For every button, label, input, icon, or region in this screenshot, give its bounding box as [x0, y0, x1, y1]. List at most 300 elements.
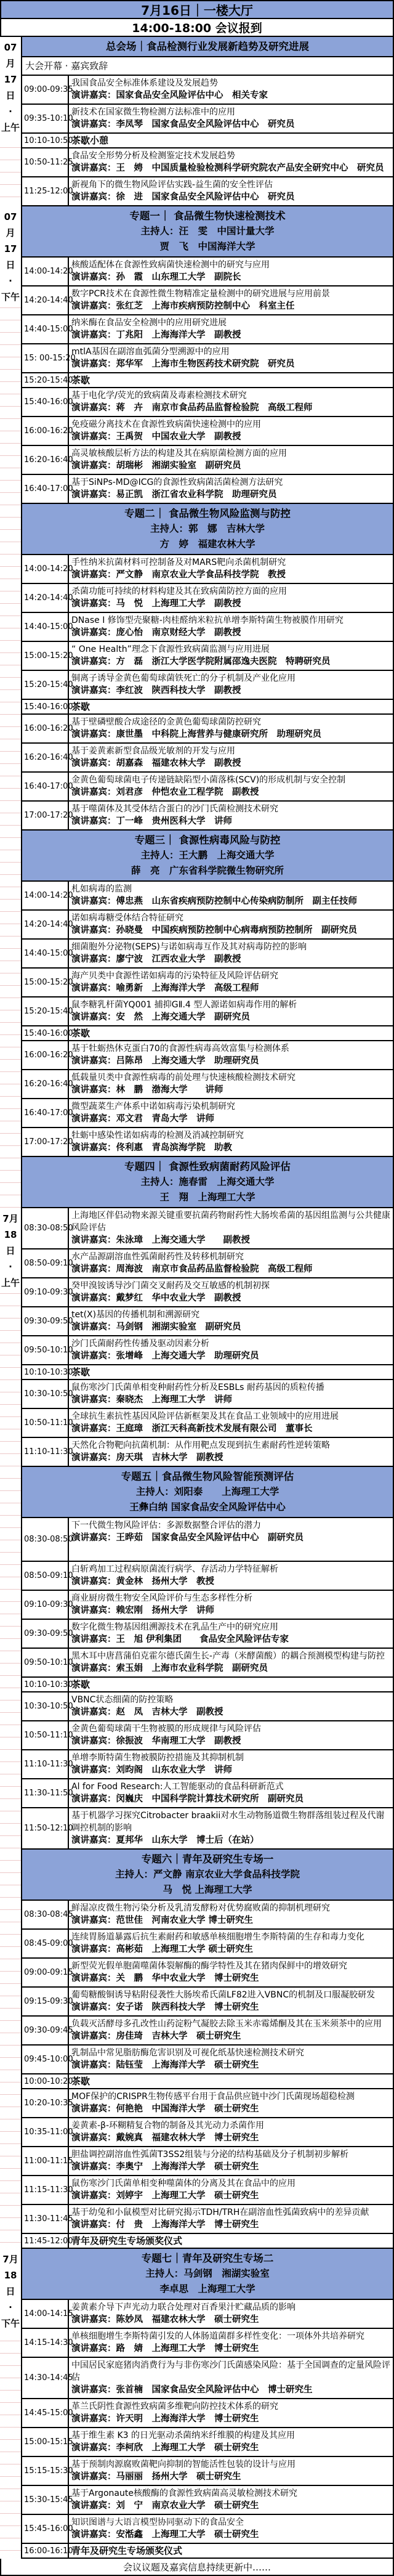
session-chair: 主持人：王大鹏 上海交通大学 [140, 850, 275, 861]
session-chair: 主持人：汪 雯 中国计量大学 [140, 226, 275, 237]
talk-title: 细菌胞外分泌物(SEPS)与诺如病毒互作及其对病毒防控的影响 [71, 942, 307, 952]
talk-row [22, 2399, 393, 2428]
talk-content [69, 286, 393, 314]
talk-row [22, 2457, 393, 2486]
talk-title: 癸甲溴铵诱导沙门菌交叉耐药及交互敏感的机制初探 [71, 1281, 270, 1291]
talk-content [69, 802, 393, 829]
talk-row [22, 1620, 393, 1649]
break-row [22, 700, 393, 715]
talk-row [22, 744, 393, 773]
talk-speaker: 演讲嘉宾：安子诺 陕西科技大学 博士研究生 [71, 2002, 259, 2012]
talk-content [69, 1380, 393, 1408]
talk-row [22, 475, 393, 504]
talk-title: 中国居民家庭猪肉消费行为与非伤寒沙门氏菌感染风险：基于全国调查的定量风险评估 [71, 2360, 390, 2383]
talk-speaker: 演讲嘉宾：郑华军 上海市生物医药技术研究院 研究员 [71, 359, 295, 369]
talk-content [69, 1721, 393, 1749]
time-cell: 15:40-16:00 [22, 700, 69, 713]
talk-title: 新技术在国家微生物检测方法标准中的应用 [71, 107, 235, 117]
talk-content [69, 1692, 393, 1720]
talk-content [69, 1779, 393, 1807]
talk-title: 核酸适配体在食源性致病菌快速检测中的研究与应用 [71, 260, 270, 270]
talk-title: 姜黄素-β-环糊精复合物的制备及其光动力杀菌作用 [71, 2121, 265, 2131]
talk-row [22, 2046, 393, 2074]
date-label-line: 下午 [1, 2318, 20, 2329]
talk-content [69, 1649, 393, 1676]
talk-title: 单核细胞增生李斯特菌引发的人体肠道菌群多样性变化：一项体外共培养研究 [71, 2331, 364, 2341]
time-cell: 15:00-15:15 [22, 2428, 69, 2456]
break-row [22, 1365, 393, 1380]
talk-title: 手性纳米抗菌材料可控制备及对MARS靶向杀菌机制研究 [71, 558, 286, 567]
time-cell: 09:35-10:10 [22, 105, 69, 132]
date-label-line: 下午 [1, 291, 20, 303]
talk-title: 鼠伤寒沙门氏菌单相变种噬菌体的分离及其在食品中的应用 [71, 2179, 296, 2188]
time-cell: 09:00-09:15 [22, 1959, 69, 1986]
date-label-line: · [9, 2302, 12, 2313]
talk-row [22, 76, 393, 105]
talk-speaker: 演讲嘉宾：房佳琦 吉林大学 硕士研究生 [71, 2031, 241, 2041]
break-row [22, 134, 393, 148]
talk-title: 乳制品中常见脂肪酶危害识别及可视化纸基快速检测技术研究 [71, 2048, 304, 2058]
talk-row [22, 2358, 393, 2399]
talk-content [69, 2300, 393, 2328]
talk-title: Al for Food Research:人工智能驱动的食品科研新范式 [71, 1782, 284, 1792]
talk-title: 札如病毒的监测 [71, 884, 132, 894]
day-title-bar [0, 0, 394, 19]
time-cell: 11:10-11:30 [22, 1750, 69, 1778]
break-label: 茶歇小憩 [71, 135, 109, 146]
talk-row [22, 1249, 393, 1278]
talk-speaker: 演讲嘉宾：安 然 上海交通大学 副研究员 [71, 1012, 250, 1022]
talk-row [22, 1988, 393, 2017]
session-banner [22, 2249, 393, 2300]
talk-speaker: 演讲嘉宾：吕陈昂 上海交通大学 助理研究员 [71, 1056, 259, 1066]
talk-row [22, 1930, 393, 1959]
talk-row [22, 2486, 393, 2515]
time-cell: 11:50-12:10 [22, 1808, 69, 1848]
talk-row [22, 1901, 393, 1930]
talk-speaker: 演讲嘉宾：夏邦华 山东大学 博士后（在站） [71, 1835, 259, 1845]
session-banner [22, 206, 393, 258]
talk-speaker: 演讲嘉宾：付 贵 上海海洋大学 博士研究生 [71, 2220, 259, 2230]
talk-speaker: 演讲嘉宾：李凤琴 国家食品安全风险评估中心 研究员 [71, 120, 295, 129]
talk-row [22, 1591, 393, 1620]
time-cell: 09:00-09:35 [22, 76, 69, 104]
session-chair: 主持人：郭 娜 吉林大学 [150, 523, 265, 534]
talk-row [22, 1518, 393, 1562]
break-row [22, 2234, 393, 2249]
talk-row [22, 1562, 393, 1591]
talk-content [69, 1620, 393, 1648]
talk-speaker: 演讲嘉宾：许天明 上海海洋大学 博士研究生 [71, 2414, 259, 2424]
talk-row [22, 1208, 393, 1249]
session-title: 专题一｜ 食品微生物快速检测技术 [129, 210, 286, 222]
talk-row [22, 2176, 393, 2205]
talk-content [69, 258, 393, 285]
talk-row [22, 1438, 393, 1467]
talk-content [69, 773, 393, 800]
talk-content [69, 2205, 393, 2233]
date-label-line: · [9, 106, 12, 117]
break-label: 茶歇 [71, 1679, 90, 1690]
break-row [22, 2544, 393, 2558]
talk-content [69, 997, 393, 1025]
talk-speaker: 演讲嘉宾：孙晓曼 中国疾病预防控制中心病毒病预防控制所 副研究员 [71, 925, 357, 935]
time-cell: 15:20-15:40 [22, 373, 69, 387]
talk-speaker: 演讲嘉宾：丁一峰 贵州医科大学 讲师 [71, 816, 232, 826]
break-label: 青年及研究生专场颁奖仪式 [71, 2545, 183, 2556]
time-cell: 15:45-16:00 [22, 2515, 69, 2543]
talk-speaker: 演讲嘉宾：闵巍庆 中国科学院计算技术研究所 副研究员 [71, 1794, 304, 1804]
talk-speaker: 演讲嘉宾：刘 宁 南京农业大学 硕士研究生 [71, 2501, 259, 2511]
time-cell: 14:15-14:30 [22, 2329, 69, 2357]
talk-content [69, 475, 393, 503]
talk-title: 诺如病毒糖受体结合特征研究 [71, 913, 183, 923]
day-title: 7月16日｜一楼大厅 [141, 3, 253, 18]
talk-row [22, 417, 393, 446]
talk-speaker: 演讲嘉宾：赖宏刚 扬州大学 讲师 [71, 1606, 214, 1615]
session-title: 专题七｜青年及研究生专场二 [141, 2253, 274, 2264]
talk-title: 数字化微生物基因组溯源技术在乳品生产中的研究应用 [71, 1622, 278, 1632]
talk-title: 黑木耳中唐菖蒲伯克霍尔德氏菌生长-产毒（米酵菌酸）的耦合预测模型构建与防控 [71, 1651, 385, 1661]
talk-row [22, 1779, 393, 1808]
time-cell: 14:20-14:40 [22, 911, 69, 938]
talk-row [22, 1649, 393, 1678]
date-label-line: 18日 [4, 1229, 17, 1256]
talk-row [22, 715, 393, 744]
talk-title: 铜离子诱导金黄色葡萄球菌铁死亡的分子机制及产业化应用 [71, 673, 296, 683]
session-chair: 方 婷 福建农林大学 [159, 538, 255, 550]
time-cell: 17:00-17:20 [22, 1128, 69, 1156]
talk-speaker: 演讲嘉宾：高彬茹 上海理工大学 硕士研究生 [71, 1944, 254, 1954]
session-banner [22, 831, 393, 882]
talk-title: 白斩鸡加工过程病原菌流行病学、存活动力学特征解析 [71, 1564, 278, 1574]
talk-row [22, 1808, 393, 1850]
date-label-line: 07月 [4, 42, 17, 69]
talk-content [69, 1336, 393, 1364]
break-label: 茶歇 [71, 1028, 90, 1039]
talk-speaker: 演讲嘉宾：范世佳 河南农业大学 博士研究生 [71, 1916, 254, 1925]
date-label-line: · [9, 1261, 12, 1272]
time-cell: 17:00-17:20 [22, 802, 69, 829]
talk-content [69, 76, 393, 104]
talk-content [69, 388, 393, 416]
talk-row [22, 555, 393, 584]
talk-content [69, 315, 393, 343]
break-label: 茶歇 [71, 1367, 90, 1378]
talk-speaker: 演讲嘉宾：易正凯 浙江省农业科学院 助理研究员 [71, 490, 277, 500]
checkin-label: 14:00-18:00 会议报到 [132, 22, 262, 35]
talk-title: 沙门氏菌耐药性传播及驱动因素分析 [71, 1339, 209, 1349]
talk-title: “ One Health”理念下食源性致病菌监测与应用进展 [71, 644, 270, 654]
talk-title: 纳米酶在食品安全检测中的应用研究进展 [71, 318, 227, 328]
time-cell: 15:20-15:40 [22, 671, 69, 699]
talk-row [22, 1721, 393, 1750]
time-cell: 11:10-11:30 [22, 1438, 69, 1466]
talk-content [69, 2428, 393, 2456]
talk-title: 胆盐调控副溶血性弧菌T3SS2组装与分泌的结构基础及分子机制初步解析 [71, 2150, 349, 2160]
date-label-line: 07月 [4, 211, 17, 238]
time-cell: 10:50-11:10 [22, 1721, 69, 1749]
talk-title: 天然化合物靶向抗菌机制：从作用靶点发现到抗生素耐药性逆转策略 [71, 1440, 330, 1450]
talk-speaker: 演讲嘉宾：孙 霞 山东理工大学 副院长 [71, 272, 241, 282]
talk-title: 高灵敏核酸层析方法的构建及其在病原菌检测方面的应用 [71, 449, 287, 458]
break-row [22, 1678, 393, 1692]
talk-title: 基于Argonaute核酸酶的食源性致病菌高灵敏检测技术研究 [71, 2489, 297, 2498]
talk-title: 知识图谱与大语言模型协同驱动下的食品安全 [71, 2517, 244, 2527]
talk-title: 基于幼兔和小鼠模型对比研究揭示TDH/TRH在副溶血性弧菌致病中的差异贡献 [71, 2208, 369, 2217]
time-cell: 14:40-15:00 [22, 940, 69, 967]
talk-content [69, 1208, 393, 1248]
date-label-line: 18日 [4, 2270, 17, 2297]
talk-row [22, 2017, 393, 2046]
talk-speaker: 演讲嘉宾：王 娉 中国质量检验检测科学研究院农产品安全研究中心 研究员 [71, 163, 384, 173]
talk-row [22, 2205, 393, 2234]
talk-content [69, 1307, 393, 1335]
session-banner [22, 504, 393, 555]
talk-content [69, 882, 393, 909]
talk-content [69, 555, 393, 583]
talk-row [22, 1099, 393, 1128]
time-cell: 14:30-14:45 [22, 2358, 69, 2398]
talk-title: 上海地区伴侣动物来源关键重要抗菌药物耐药性大肠埃希菌的基因组监测与公共健康风险评估 [71, 1211, 390, 1233]
session-chair: 薛 亮 广东省科学院微生物研究所 [131, 865, 284, 876]
break-row [22, 373, 393, 388]
date-label-line: 17日 [4, 243, 17, 270]
talk-title: 金黄色葡萄球菌电子传递链缺陷型小菌落株(SCV)的形成机制与安全控制 [71, 775, 346, 785]
time-cell: 16:00-16:20 [22, 715, 69, 742]
time-cell: 11:25-12:00 [22, 177, 69, 205]
time-cell: 09:30-09:50 [22, 1307, 69, 1335]
time-cell: 09:30-09:45 [22, 2017, 69, 2044]
opening-row: 大会开幕 · 嘉宾致辞 [22, 57, 393, 76]
talk-title: 基于SiNPs-MD@ICG的食源性致病菌活菌检测方法研究 [71, 477, 283, 487]
time-cell: 08:30-08:50 [22, 1208, 69, 1248]
talk-content [69, 911, 393, 938]
talk-content [69, 1070, 393, 1098]
talk-title: 食品安全形势分析及检测鉴定技术发展趋势 [71, 151, 235, 161]
time-cell: 15:00-15:20 [22, 642, 69, 670]
talk-content [69, 715, 393, 742]
talk-speaker: 演讲嘉宾：关 鹏 华中农业大学 博士研究生 [71, 1973, 259, 1983]
talk-row [22, 1041, 393, 1070]
talk-row [22, 148, 393, 177]
time-cell: 10:35-11:00 [22, 2118, 69, 2146]
talk-row [22, 1278, 393, 1307]
talk-content [69, 2457, 393, 2485]
talk-speaker: 演讲嘉宾：刘婷宇 上海理工大学 硕士研究生 [71, 2191, 259, 2201]
time-cell: 11:30-11:50 [22, 1779, 69, 1807]
talk-row [22, 882, 393, 911]
talk-title: DNase I 修饰型壳聚糖-肉桂醛纳米粒抗单增李斯特菌生物被膜作用研究 [71, 616, 344, 625]
talk-speaker: 演讲嘉宾：李奥宁 上海海洋大学 硕士研究生 [71, 2162, 259, 2172]
time-cell: 14:00-14:20 [22, 882, 69, 909]
talk-title: 基于预制肉源腐败菌靶向抑制的智能活性包装的设计与应用 [71, 2460, 296, 2469]
talk-row [22, 911, 393, 940]
date-column [0, 37, 21, 2559]
time-cell: 08:30-08:45 [22, 1901, 69, 1928]
talk-content [69, 2118, 393, 2146]
break-label: 青年及研究生专场颁奖仪式 [71, 2235, 183, 2246]
talk-row [22, 2089, 393, 2118]
footer-note: 会议议题及嘉宾信息持续更新中…… [123, 2561, 271, 2573]
talk-content [69, 613, 393, 641]
talk-speaker: 演讲嘉宾：胡瑞彬 湘湖实验室 副研究员 [71, 461, 241, 471]
talk-speaker: 演讲嘉宾：方 磊 浙江大学医学院附属邵逸夫医院 特聘研究员 [71, 657, 331, 667]
time-cell: 16:20-16:40 [22, 446, 69, 474]
talk-content [69, 1518, 393, 1561]
talk-speaker: 演讲嘉宾：张增峰 上海交通大学 助理研究员 [71, 1351, 259, 1361]
talk-title: 商业厨房微生物安全风险评价与生态多样性分析 [71, 1593, 252, 1603]
talk-row [22, 1750, 393, 1779]
talk-content [69, 2089, 393, 2117]
talk-title: 数字PCR技术在食源性微生物精准定量检测中的研究进展与应用前景 [71, 289, 330, 299]
talk-content [69, 446, 393, 474]
talk-row [22, 1336, 393, 1365]
talk-speaker: 演讲嘉宾：李柯欣 上海理工大学 硕士研究生 [71, 2443, 259, 2453]
talk-content [69, 1930, 393, 1957]
session-title: 专题五｜食品微生物风险智能预测评估 [121, 1471, 294, 1482]
talk-row [22, 773, 393, 802]
time-cell: 14:45-15:00 [22, 2399, 69, 2427]
time-cell: 09:10-09:30 [22, 1278, 69, 1306]
talk-row [22, 584, 393, 613]
talk-content [69, 1562, 393, 1590]
talk-title: 基于机器学习探究Citrobacter braakii对水生动物肠道微生物群落组装过程及代谢调控机制的影响 [71, 1811, 385, 1833]
talk-title: tet(X)基因的传播机制和溯源研究 [71, 1310, 200, 1320]
talk-content [69, 1099, 393, 1127]
talk-content [69, 1278, 393, 1306]
session-banner [22, 1157, 393, 1208]
talk-content [69, 1750, 393, 1778]
talk-content [69, 2486, 393, 2514]
talk-speaker: 演讲嘉宾：廖宁波 江西农业大学 副教授 [71, 954, 241, 964]
talk-row [22, 642, 393, 671]
talk-title: 海产贝类中食源性诺如病毒的污染特征及风险评估研究 [71, 971, 278, 981]
talk-content [69, 344, 393, 372]
talk-row [22, 1070, 393, 1099]
talk-speaker: 演讲嘉宾：王庭璋 浙江天科高新技术发展有限公司 董事长 [71, 1424, 313, 1434]
talk-title: 基于电化学/荧光的致病菌及毒素检测技术研究 [71, 391, 247, 400]
talk-content [69, 1959, 393, 1986]
talk-content [69, 2046, 393, 2073]
date-label-line: 7月 [2, 1213, 18, 1224]
talk-title: 基于噬菌体及其受体结合蛋白的沙门氏菌检测技术研究 [71, 804, 278, 814]
talk-content [69, 969, 393, 996]
talk-speaker: 演讲嘉宾：张首楠 国家食品安全风险评估中心 博士研究生 [71, 2385, 313, 2395]
time-cell: 09:50-10:10 [22, 1336, 69, 1364]
talk-title: 新视角下的微生物风险评估实践-益生菌的安全性评估 [71, 180, 273, 190]
talk-row [22, 1692, 393, 1721]
break-label: 茶歇 [71, 2076, 90, 2087]
talk-title: 我国食品安全标准体系建设及发展趋势 [71, 78, 218, 88]
talk-speaker: 演讲嘉宾：邓文君 青岛大学 讲师 [71, 1114, 214, 1124]
talk-content [69, 744, 393, 771]
talk-speaker: 演讲嘉宾：刘君彦 仲恺农业工程学院 副教授 [71, 787, 259, 797]
talk-speaker: 演讲嘉宾：赵 凤 吉林大学 副教授 [71, 1707, 223, 1717]
time-cell: 15:15-15:30 [22, 2457, 69, 2485]
talk-speaker: 演讲嘉宾：庞心怡 南京财经大学 副教授 [71, 628, 241, 638]
talk-row [22, 2300, 393, 2329]
talk-content [69, 2176, 393, 2204]
talk-speaker: 演讲嘉宾：胡嘉森 福建农林大学 副教授 [71, 758, 241, 768]
talk-speaker: 演讲嘉宾：黄金林 扬州大学 教授 [71, 1577, 214, 1587]
talk-title: 金黄色葡萄球菌干生物被膜的形成规律与风险评估 [71, 1724, 261, 1734]
talk-row [22, 2147, 393, 2176]
talk-row [22, 1959, 393, 1988]
date-label [0, 209, 21, 305]
time-cell: 08:30-08:50 [22, 1518, 69, 1561]
talk-title: 革兰氏阴性食源性致病菌多维靶向防控技术体系的研究 [71, 2402, 278, 2411]
talk-row [22, 613, 393, 642]
talk-row [22, 1307, 393, 1336]
time-cell: 10:10-10:30 [22, 1678, 69, 1691]
session-chair: 王 翔 上海理工大学 [159, 1192, 255, 1203]
talk-title: VBNC状态细菌的防控策略 [71, 1695, 174, 1705]
date-label-line: · [9, 275, 12, 286]
time-cell: 10:10-10:30 [22, 1365, 69, 1379]
time-cell: 15:40-16:00 [22, 388, 69, 416]
talk-content [69, 1808, 393, 1848]
talk-speaker: 演讲嘉宾：索玉娟 上海市农业科学院 副研究员 [71, 1664, 268, 1673]
talk-row [22, 2329, 393, 2358]
talk-row [22, 105, 393, 134]
session-chair: 贾 飞 中国海洋大学 [159, 241, 255, 252]
break-label: 茶歇 [71, 375, 90, 386]
talk-content [69, 1988, 393, 2015]
talk-speaker: 演讲嘉宾：林 鹏 渤海大学 讲师 [71, 1085, 223, 1095]
session-chair: 主持人：严文静 南京农业大学食品科技学院 [115, 1869, 300, 1880]
talk-speaker: 演讲嘉宾：蒋 卉 南京市食品药品监督检验院 高级工程师 [71, 403, 313, 413]
date-label [0, 2251, 21, 2331]
time-cell: 14:20-14:40 [22, 584, 69, 612]
talk-speaker: 演讲嘉宾：李红波 陕西科技大学 副教授 [71, 686, 241, 696]
talk-content [69, 2329, 393, 2357]
talk-content [69, 2358, 393, 2398]
time-cell: 16:00-16:20 [22, 1041, 69, 1069]
talk-speaker: 演讲嘉宾：路 婧 上海理工大学 博士研究生 [71, 2344, 259, 2354]
time-cell: 15:40-16:00 [22, 1026, 69, 1040]
session-chair: 李卓思 上海理工大学 [159, 2283, 255, 2294]
talk-speaker: 演讲嘉宾：康世墨 中科院上海营养与健康研究所 助理研究员 [71, 729, 321, 739]
talk-speaker: 演讲嘉宾：戴梦红 华中农业大学 副教授 [71, 1293, 241, 1303]
talk-title: 基于壁磷壁酸合成途径的金黄色葡萄球菌防控研究 [71, 717, 261, 727]
talk-content [69, 940, 393, 967]
talk-row [22, 671, 393, 700]
time-cell: 10:20-10:35 [22, 2089, 69, 2117]
time-cell: 11:00-11:15 [22, 2147, 69, 2175]
talk-content [69, 1409, 393, 1437]
session-banner [22, 1467, 393, 1518]
talk-content [69, 1249, 393, 1277]
talk-content [69, 1591, 393, 1619]
time-cell: 16:00-16:10 [22, 2544, 69, 2558]
talk-content [69, 584, 393, 612]
session-title: 专题六｜青年及研究生专场一 [141, 1853, 274, 1865]
time-cell: 15:00-15:20 [22, 969, 69, 996]
talk-row [22, 446, 393, 475]
date-label [0, 39, 21, 136]
time-cell: 14:20-14:40 [22, 286, 69, 314]
talk-content [69, 148, 393, 176]
talk-speaker: 演讲嘉宾：王晔茹 国家食品安全风险评估中心 副研究员 [71, 1533, 304, 1543]
break-row [22, 1026, 393, 1041]
talk-speaker: 演讲嘉宾：严文静 南京农业大学食品科技学院 教授 [71, 570, 286, 580]
time-cell: 16:40-17:00 [22, 773, 69, 800]
talk-title: 单增李斯特菌生物被膜防控措施及其抑制机制 [71, 1753, 244, 1763]
footer-bar [0, 2559, 394, 2576]
time-cell: 09:30-09:50 [22, 1620, 69, 1648]
talk-content [69, 642, 393, 670]
